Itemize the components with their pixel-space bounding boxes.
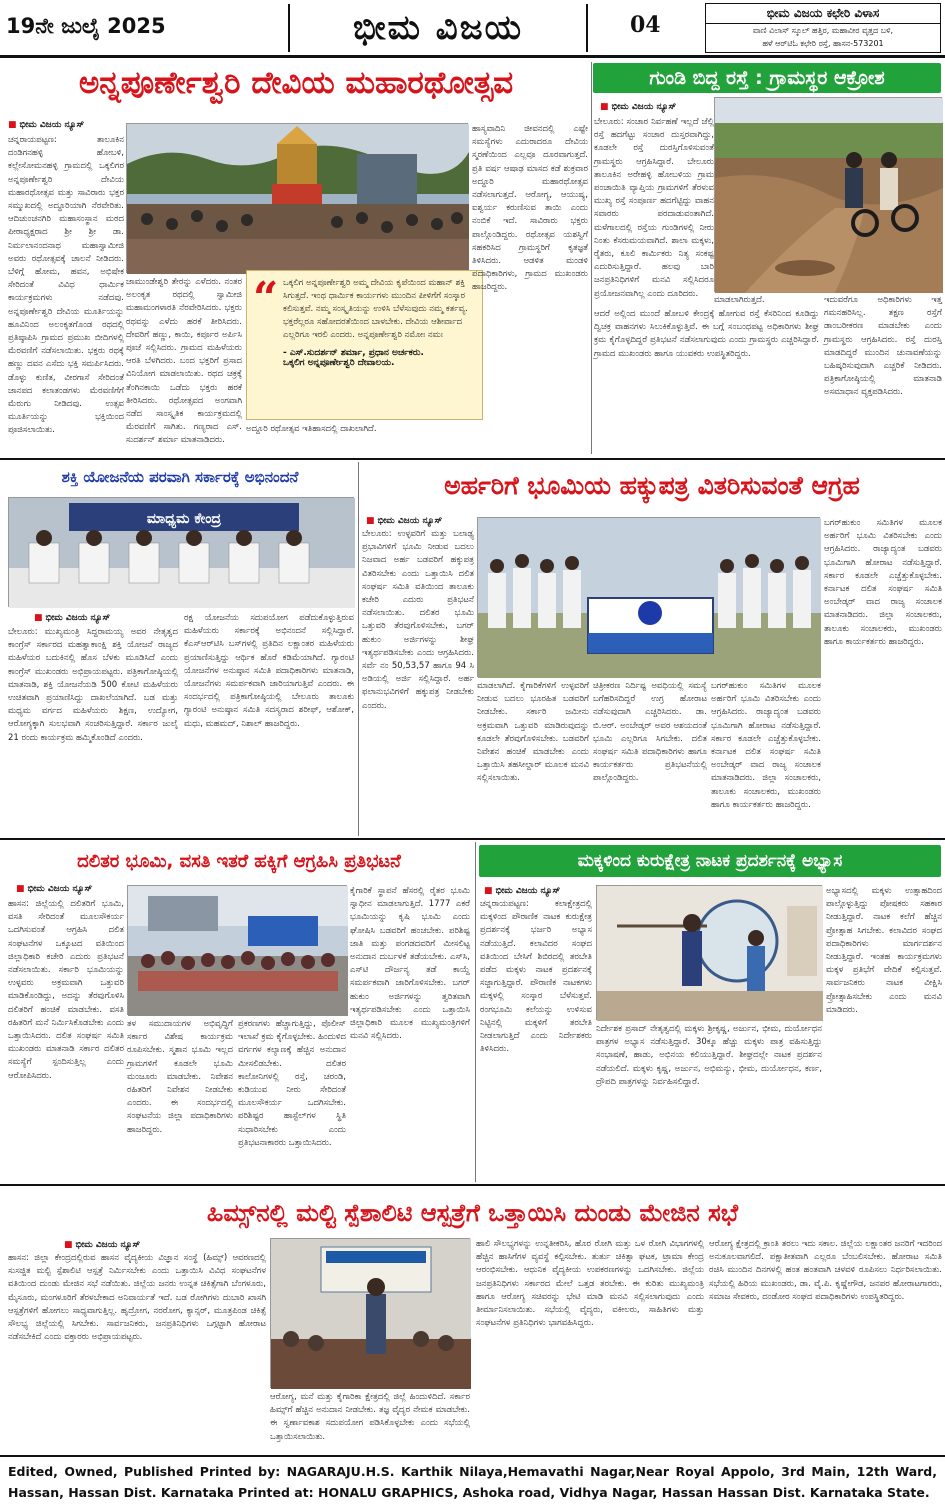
quote-author: - ಎಸ್.ಸುದರ್ಶನ್ ಶರ್ಮಾ, ಪ್ರಧಾನ ಅರ್ಚಕರು. <box>283 348 424 358</box>
byline-marker-icon: ■ <box>16 884 25 894</box>
press-meet-photo <box>8 497 354 607</box>
article-body-col: ಹಾಸ್ಯವಾದಿನಿ ಜೀವನದಲ್ಲಿ ಎಷ್ಟೇ ಸಮಸ್ಯೆಗಳು ಎದುರಾದರೂ ದೇವಿಯ ಸ್ಮರಣೆಯಿಂದ ಎಲ್ಲವೂ ದೂರವಾಗುತ್ತದೆ. ಪ್ರತಿ ವರ್ಷ ಆಷಾಢ ಮಾಸದ ಕಡೆ ಶುಕ್ರವಾರ ಅದ್ಧೂರಿ ಮಹಾರಥೋತ್ಸವ ನಡೆಸಲಾಗುತ್ತದೆ. ಆರೋಗ್ಯ, ಆಯುಷ್ಯ, ಐಶ್ವರ್ಯ ಕರುಣಿಸುವ ತಾಯಿ ಎಂದು ನಂಬಿಕೆ ಇದೆ. ಸಾವಿರಾರು ಭಕ್ತರು ಪಾಲ್ಗೊಂಡಿದ್ದರು. ರಥೋತ್ಸವ ಯಶಸ್ವಿಗೆ ಸಹಕರಿಸಿದ ಗ್ರಾಮಸ್ಥರಿಗೆ ಕೃತಜ್ಞತೆ ತಿಳಿಸಿದರು. ಆಡಳಿತ ಮಂಡಳಿ ಪದಾಧಿಕಾರಿಗಳು, ಗ್ರಾಮದ ಮುಖಂಡರು ಹಾಜರಿದ್ದರು. <box>472 124 588 293</box>
article-body-col: ಅಭ್ಯಾಸದಲ್ಲಿ ಮಕ್ಕಳು ಉತ್ಸಾಹದಿಂದ ಪಾಲ್ಗೊಳ್ಳುತ್ತಿದ್ದು ಪೋಷಕರು ಸಹಕಾರ ನೀಡುತ್ತಿದ್ದಾರೆ. ನಾಟಕ ಕಲೆಗೆ ಹೆಚ್ಚಿನ ಪ್ರೋತ್ಸಾಹ ಸಿಗಬೇಕು. ಕಲಾವಿದರ ಸಂಘದ ಪದಾಧಿಕಾರಿಗಳು ಮಾರ್ಗದರ್ಶನ ನೀಡುತ್ತಿದ್ದಾರೆ. ಇಂತಹ ಕಾರ್ಯಕ್ರಮಗಳು ಮಕ್ಕಳ ಪ್ರತಿಭೆಗೆ ವೇದಿಕೆ ಕಲ್ಪಿಸುತ್ತವೆ. ಸಾರ್ವಜನಿಕರು ನಾಟಕ ವೀಕ್ಷಿಸಿ ಪ್ರೋತ್ಸಾಹಿಸಬೇಕು ಎಂದು ಮನವಿ ಮಾಡಿದರು. <box>826 886 942 1015</box>
headline-hims: ಹಿಮ್ಸ್‌ನಲ್ಲಿ ಮಲ್ಟಿ ಸ್ಪೆಶಾಲಿಟಿ ಆಸ್ಪತ್ರೆಗೆ ಒತ್ತಾಯಿಸಿ ದುಂಡು ಮೇಜಿನ ಸಭೆ <box>206 1199 739 1227</box>
round-table-meeting-photo <box>270 1238 470 1388</box>
headline-hakkupatra: ಅರ್ಹರಿಗೆ ಭೂಮಿಯ ಹಕ್ಕುಪತ್ರ ವಿತರಿಸುವಂತೆ ಆಗ್ರಹ <box>444 471 860 500</box>
article-body-col: ಅದ್ದೂರಿ ರಥೋತ್ಸವ ಇತಿಹಾಸದಲ್ಲಿ ದಾಖಲಾಗಿದೆ. <box>246 424 377 434</box>
article-body-col: ಚನ್ನರಾಯಪಟ್ಟಣ: ಕಲಾಕ್ಷೇತ್ರದಲ್ಲಿ ಮಕ್ಕಳಿಂದ ಪೌರಾಣಿಕ ನಾಟಕ ಕುರುಕ್ಷೇತ್ರ ಪ್ರದರ್ಶನಕ್ಕೆ ಭರ್ಜರಿ ಅಭ್ಯಾಸ ನಡೆಯುತ್ತಿದೆ. ಕಲಾವಿದರ ಸಂಘದ ವತಿಯಿಂದ ಬೇಸಿಗೆ ಶಿಬಿರದಲ್ಲಿ ತರಬೇತಿ ಪಡೆದ ಮಕ್ಕಳು ನಾಟಕ ಪ್ರದರ್ಶನಕ್ಕೆ ಸಜ್ಜಾಗುತ್ತಿದ್ದಾರೆ. ಪೌರಾಣಿಕ ನಾಟಕಗಳು ಮಕ್ಕಳಲ್ಲಿ ಸಂಸ್ಕಾರ ಬೆಳೆಸುತ್ತವೆ. ರಂಗಭೂಮಿ ಕಲೆಯನ್ನು ಉಳಿಸುವ ನಿಟ್ಟಿನಲ್ಲಿ ಮಕ್ಕಳಿಗೆ ತರಬೇತಿ ನೀಡಲಾಗುತ್ತಿದೆ ಎಂದು ನಿರ್ದೇಶಕರು ತಿಳಿಸಿದರು. <box>480 899 592 1055</box>
byline-marker-icon: ■ <box>600 102 609 112</box>
byline-marker-icon: ■ <box>366 516 375 526</box>
issue-date: 19ನೇ ಜುಲೈ 2025 <box>6 14 166 38</box>
article-body-col: ಬೇಲೂರು: ಮುಖ್ಯಮಂತ್ರಿ ಸಿದ್ದರಾಮಯ್ಯ ಅವರ ನೇತೃತ್ವದ ಕಾಂಗ್ರೆಸ್ ಸರ್ಕಾರದ ಮಹತ್ವಾಕಾಂಕ್ಷಿ ಶಕ್ತಿ ಯೋಜನೆ ರಾಜ್ಯದ ಮಹಿಳೆಯರ ಬದುಕಿನಲ್ಲಿ ಹೊಸ ಬೆಳಕು ಮೂಡಿಸಿದೆ ಎಂದು ಕಾಂಗ್ರೆಸ್ ಮುಖಂಡರು ಅಭಿಪ್ರಾಯಪಟ್ಟರು. ಪತ್ರಿಕಾಗೋಷ್ಠಿಯಲ್ಲಿ ಮಾತನಾಡಿ, ಶಕ್ತಿ ಯೋಜನೆಯಡಿ 500 ಕೋಟಿ ಮಹಿಳೆಯರು ಉಚಿತವಾಗಿ ಪ್ರಯಾಣಿಸಿದ್ದು ದಾಖಲೆಯಾಗಿದೆ. ಬಡ ಮತ್ತು ಮಧ್ಯಮ ವರ್ಗದ ಮಹಿಳೆಯರು ಶಿಕ್ಷಣ, ಉದ್ಯೋಗ, ಆರೋಗ್ಯಕ್ಕಾಗಿ ಸುಲಭವಾಗಿ ಸಂಚರಿಸುತ್ತಿದ್ದಾರೆ. ಸರ್ಕಾರ ಜುಲೈ 21 ರಂದು ಕಾರ್ಯಕ್ರಮ ಹಮ್ಮಿಕೊಂಡಿದೆ ಎಂದರು. <box>8 627 178 743</box>
byline: ■ ಭೀಮ ವಿಜಯ ನ್ಯೂಸ್ <box>16 884 93 894</box>
headline-gundi: ಗುಂಡಿ ಬಿದ್ದ ರಸ್ತೆ : ಗ್ರಾಮಸ್ಥರ ಆಕ್ರೋಶ <box>593 63 941 93</box>
article-body-col: ಹಾಲಿ ಸೌಲಭ್ಯಗಳನ್ನು ಉನ್ನತೀಕರಿಸಿ, ಹೊರ ರೋಗಿ ಮತ್ತು ಒಳ ರೋಗಿ ವಿಭಾಗಗಳಲ್ಲಿ ಹೆಚ್ಚಿನ ಹಾಸಿಗೆಗಳ ವ್ಯವಸ್ಥೆ ಕಲ್ಪಿಸಬೇಕು. ತುರ್ತು ಚಿಕಿತ್ಸಾ ಘಟಕ, ಟ್ರಾಮಾ ಕೇಂದ್ರ ಆರಂಭಿಸಬೇಕು. ಆಧುನಿಕ ವೈದ್ಯಕೀಯ ಉಪಕರಣಗಳನ್ನು ಒದಗಿಸಬೇಕು. ಜಿಲ್ಲೆಯ ಜನಪ್ರತಿನಿಧಿಗಳು ಸರ್ಕಾರದ ಮೇಲೆ ಒತ್ತಡ ತರಬೇಕು. ಈ ಕುರಿತು ಮುಖ್ಯಮಂತ್ರಿ ಹಾಗೂ ಆರೋಗ್ಯ ಸಚಿವರನ್ನು ಭೇಟಿ ಮಾಡಿ ಮನವಿ ಸಲ್ಲಿಸಲಾಗುವುದು ಎಂದು ತೀರ್ಮಾನಿಸಲಾಯಿತು. ಸಭೆಯಲ್ಲಿ ವೈದ್ಯರು, ವಕೀಲರು, ಸಾಹಿತಿಗಳು ಮತ್ತು ಸಂಘಟನೆಗಳ ಪ್ರತಿನಿಧಿಗಳು ಭಾಗವಹಿಸಿದ್ದರು. <box>476 1239 704 1329</box>
article-body-col: ಬೇಲೂರು: ಸಂಚಾರ ನಿರ್ವಹಣೆ ಇಲ್ಲದೆ ಜೆಲ್ಲಿ ರಸ್ತೆ ಹದಗೆಟ್ಟು ಸಂಚಾರ ದುಸ್ತರವಾಗಿದ್ದು, ಕೂಡಲೇ ರಸ್ತೆ ದುರಸ್ತಿಗೊಳಿಸುವಂತೆ ಗ್ರಾಮಸ್ಥರು ಆಗ್ರಹಿಸಿದ್ದಾರೆ. ಬೇಲೂರು ತಾಲೂಕಿನ ಅರೇಹಳ್ಳಿ ಹೋಬಳಿಯ ಗ್ರಾಮ ಪಂಚಾಯಿತಿ ವ್ಯಾಪ್ತಿಯ ಗ್ರಾಮಗಳಿಗೆ ತೆರಳುವ ಮುಖ್ಯ ರಸ್ತೆ ಸಂಪೂರ್ಣ ಹದಗೆಟ್ಟಿದ್ದು ವಾಹನ ಸವಾರರು ಪರದಾಡುವಂತಾಗಿದೆ. ಮಳೆಗಾಲದಲ್ಲಿ ರಸ್ತೆಯ ಗುಂಡಿಗಳಲ್ಲಿ ನೀರು ನಿಂತು ಕೆಸರುಮಯವಾಗಿದೆ. ಶಾಲಾ ಮಕ್ಕಳು, ರೈತರು, ಕೂಲಿ ಕಾರ್ಮಿಕರು ನಿತ್ಯ ಸಂಕಷ್ಟ ಎದುರಿಸುತ್ತಿದ್ದಾರೆ. ಹಲವು ಬಾರಿ ಜನಪ್ರತಿನಿಧಿಗಳಿಗೆ ಮನವಿ ಸಲ್ಲಿಸಿದರೂ ಪ್ರಯೋಜನವಾಗಿಲ್ಲ ಎಂದು ದೂರಿದರು. <box>594 117 714 299</box>
headline-dalitara: ದಲಿತರ ಭೂಮಿ, ವಸತಿ ಇತರೆ ಹಕ್ಕಿಗೆ ಆಗ್ರಹಿಸಿ ಪ್ರತಿಭಟನೆ <box>77 850 401 872</box>
article-body-col: ತಳ ಸಮುದಾಯಗಳ ಅಭಿವೃದ್ಧಿಗೆ ಸರ್ಕಾರ ವಿಶೇಷ ಕಾರ್ಯಕ್ರಮ ರೂಪಿಸಬೇಕು. ಸ್ಮಶಾನ ಭೂಮಿ ಇಲ್ಲದ ಗ್ರಾಮಗಳಿಗೆ ಕೂಡಲೇ ಭೂಮಿ ಮಂಜೂರು ಮಾಡಬೇಕು. ನಿವೇಶನ ರಹಿತರಿಗೆ ನಿವೇಶನ ನೀಡಬೇಕು ಎಂದರು. ಈ ಸಂದರ್ಭದಲ್ಲಿ ಸಂಘಟನೆಯ ಜಿಲ್ಲಾ ಪದಾಧಿಕಾರಿಗಳು ಹಾಜರಿದ್ದರು. <box>127 1019 233 1135</box>
byline: ■ ಭೀಮ ವಿಜಯ ನ್ಯೂಸ್ <box>34 613 111 623</box>
byline-marker-icon: ■ <box>64 1240 73 1250</box>
byline-marker-icon: ■ <box>8 120 17 130</box>
chariot-festival-photo <box>126 123 468 273</box>
muddy-road-photo <box>714 97 942 292</box>
page-number: 04 <box>630 12 661 38</box>
article-body-col: ಮಾಡಲಾಗಿರುತ್ತದೆ. <box>714 295 765 305</box>
office-title: ಭೀಮ ವಿಜಯ ಕಛೇರಿ ವಿಳಾಸ <box>706 4 940 24</box>
banner-text: ಮಾಧ್ಯಮ ಕೇಂದ್ರ <box>146 511 222 527</box>
byline: ■ ಭೀಮ ವಿಜಯ ನ್ಯೂಸ್ <box>366 516 443 526</box>
article-body-col: ಚನ್ನರಾಯಪಟ್ಟಣ: ತಾಲೂಕಿನ ದಂಡಿಗನಹಳ್ಳಿ ಹೋಬಳಿ, ಕಲ್ಲೇಸೋಮನಹಳ್ಳಿ ಗ್ರಾಮದಲ್ಲಿ ಒಕ್ಕಲಿಗರ ಅನ್ನಪೂರ್ಣೇಶ್ವರಿ ದೇವಿಯ ಮಹಾರಥೋತ್ಸವ ಮತ್ತು ಸಾವಿರಾರು ಭಕ್ತರ ಸಮ್ಮುಖದಲ್ಲಿ ಅದ್ಧೂರಿಯಾಗಿ ನೆರವೇರಿತು. ಆದಿಚುಂಚನಗಿರಿ ಮಹಾಸಂಸ್ಥಾನ ಮಠದ ಪೀಠಾಧ್ಯಕ್ಷರಾದ ಶ್ರೀ ಶ್ರೀ ಡಾ. ನಿರ್ಮಲಾನಂದನಾಥ ಮಹಾಸ್ವಾಮೀಜಿ ಅವರು ರಥೋತ್ಸವಕ್ಕೆ ಚಾಲನೆ ನೀಡಿದರು. ಬೆಳಿಗ್ಗೆ ಹೋಮ, ಹವನ, ಅಭಿಷೇಕ ಸೇರಿದಂತೆ ವಿವಿಧ ಧಾರ್ಮಿಕ ಕಾರ್ಯಕ್ರಮಗಳು ನಡೆದವು. ಅನ್ನಪೂರ್ಣೇಶ್ವರಿ ದೇವಿಯ ಮೂರ್ತಿಯನ್ನು ಹೂವಿನಿಂದ ಅಲಂಕೃತಗೊಂಡ ರಥದಲ್ಲಿ ಪ್ರತಿಷ್ಠಾಪಿಸಿ ಗ್ರಾಮದ ಪ್ರಮುಖ ಬೀದಿಗಳಲ್ಲಿ ಮೆರವಣಿಗೆ ನಡೆಸಲಾಯಿತು. ಭಕ್ತರು ರಥಕ್ಕೆ ಹಣ್ಣು ದವನ ಎಸೆದು ಭಕ್ತಿ ಸಮರ್ಪಿಸಿದರು. ಡೊಳ್ಳು ಕುಣಿತ, ವೀರಗಾಸೆ ಸೇರಿದಂತೆ ಜಾನಪದ ಕಲಾತಂಡಗಳು ಮೆರವಣಿಗೆಗೆ ಮೆರುಗು ನೀಡಿದವು. ಉತ್ಸವ ಮೂರ್ತಿಯನ್ನು ಭಕ್ತಿಯಿಂದ ಪೂಜಿಸಲಾಯಿತು. <box>8 135 124 436</box>
protest-group-photo <box>477 517 820 677</box>
office-address-line-1: ವಾಣಿ ವಿಲಾಸ್ ಸ್ಕೂಲ್ ಹತ್ತಿರ, ಮಹಾವೀರ ವೃತ್ತದ ಬಳಿ, <box>752 26 894 35</box>
article-body-col: ಚಿತ್ರೀಕರಣ ನಿರ್ದಿಷ್ಟ ಅವಧಿಯಲ್ಲಿ ಸಮಸ್ಯೆ ಬಗೆಹರಿಸದಿದ್ದರೆ ಉಗ್ರ ಹೋರಾಟ ನಡೆಸುವುದಾಗಿ ಎಚ್ಚರಿಸಿದರು. ಡಾ. ಬಿ.ಆರ್. ಅಂಬೇಡ್ಕರ್ ಅವರ ಆಶಯದಂತೆ ಭೂಮಿ ಎಲ್ಲರಿಗೂ ಸಿಗಬೇಕು. ದಲಿತ ಸಂಘರ್ಷ ಸಮಿತಿ ಪದಾಧಿಕಾರಿಗಳು ಹಾಗೂ ಕಾರ್ಯಕರ್ತರು ಪ್ರತಿಭಟನೆಯಲ್ಲಿ ಪಾಲ್ಗೊಂಡಿದ್ದರು. <box>593 681 707 784</box>
article-body-col: ಆರೋಗ್ಯ, ಮನೆ ಮತ್ತು ಕೈಗಾರಿಕಾ ಕ್ಷೇತ್ರದಲ್ಲಿ ಜಿಲ್ಲೆ ಹಿಂದುಳಿದಿದೆ. ಸರ್ಕಾರ ಹಿಮ್ಸ್‌ಗೆ ಹೆಚ್ಚಿನ ಅನುದಾನ ನೀಡಬೇಕು. ತಜ್ಞ ವೈದ್ಯರ ನೇಮಕ ಮಾಡಬೇಕು. ಈ ಸ್ವರ್ಣಾವಕಾಶ ಸದುಪಯೋಗ ಪಡಿಸಿಕೊಳ್ಳಬೇಕು ಎಂದು ಸಭೆಯಲ್ಲಿ ಒತ್ತಾಯಿಸಲಾಯಿತು. <box>270 1392 470 1442</box>
quote-mark-icon: “ <box>253 273 279 324</box>
byline-marker-icon: ■ <box>484 886 493 896</box>
office-address-line-2: ಹಳೆ ಆರ್‌ಟಿಓ ಕಛೇರಿ ರಸ್ತೆ, ಹಾಸನ-573201 <box>762 39 884 48</box>
newspaper-logo: ಭೀಮ ವಿಜಯ <box>288 4 588 52</box>
headline-shakti: ಶಕ್ತಿ ಯೋಜನೆಯ ಪರವಾಗಿ ಸರ್ಕಾರಕ್ಕೆ ಅಭಿನಂದನೆ <box>61 468 299 486</box>
dalit-protest-photo <box>127 885 347 1015</box>
article-body-col: ಜಾಮುಂಡೇಶ್ವರಿ ತೇರನ್ನು ಎಳೆದರು. ನಂತರ ಅಲಂಕೃತ ರಥದಲ್ಲಿ ಸ್ವಾಮೀಜಿ ಮಹಾಮಂಗಳಾರತಿ ನೆರವೇರಿಸಿದರು. ಭಕ್ತರು ರಥವನ್ನು ಎಳೆದು ಹರಕೆ ತೀರಿಸಿದರು. ದೇವರಿಗೆ ಹಣ್ಣು, ಕಾಯಿ, ಕರ್ಪೂರ ಅರ್ಪಿಸಿ ಪೂಜೆ ಸಲ್ಲಿಸಿದರು. ಗ್ರಾಮದ ಮಹಿಳೆಯರು ಆರತಿ ಬೆಳಗಿದರು. ಬಂದ ಭಕ್ತರಿಗೆ ಪ್ರಸಾದ ವಿನಿಯೋಗ ಮಾಡಲಾಯಿತು. ರಥದ ಚಕ್ರಕ್ಕೆ ತೆಂಗಿನಕಾಯಿ ಒಡೆದು ಭಕ್ತರು ಹರಕೆ ತೀರಿಸಿದರು. ರಥೋತ್ಸವದ ಅಂಗವಾಗಿ ನಡೆದ ಸಾಂಸ್ಕೃತಿಕ ಕಾರ್ಯಕ್ರಮದಲ್ಲಿ ಮೆರವಣಿಗೆ ಸಾಗಿತು. ಗಣ್ಯರಾದ ಎಸ್. ಸುದರ್ಶನ್ ಶರ್ಮಾ ಮಾತನಾಡಿದರು. <box>126 277 242 446</box>
drama-rehearsal-photo <box>596 885 822 1020</box>
article-body-col: ಮಾಡಲಾಗಿದೆ. ಕೈಗಾರಿಕೆಗಳಿಗೆ ಉಳ್ಳವರಿಗೆ ನೀಡುವ ಬದಲು ಭೂರಹಿತ ಬಡವರಿಗೆ ನೀಡಬೇಕು. ಸರ್ಕಾರಿ ಜಮೀನು ಅಕ್ರಮವಾಗಿ ಒತ್ತುವರಿ ಮಾಡಿರುವುದನ್ನು ಕೂಡಲೇ ತೆರವುಗೊಳಿಸಬೇಕು. ಬಡವರಿಗೆ ನಿವೇಶನ ಹಂಚಿಕೆ ಮಾಡಬೇಕು ಎಂದು ಒತ್ತಾಯಿಸಿ ತಹಸೀಲ್ದಾರ್ ಮೂಲಕ ಮನವಿ ಸಲ್ಲಿಸಲಾಯಿತು. <box>477 681 589 784</box>
byline-marker-icon: ■ <box>34 613 43 623</box>
article-body-col: ಹಾಸನ: ಜಿಲ್ಲೆಯಲ್ಲಿ ದಲಿತರಿಗೆ ಭೂಮಿ, ವಸತಿ ಸೇರಿದಂತೆ ಮೂಲಸೌಕರ್ಯ ಒದಗಿಸುವಂತೆ ಆಗ್ರಹಿಸಿ ದಲಿತ ಸಂಘಟನೆಗಳ ಒಕ್ಕೂಟದ ವತಿಯಿಂದ ಜಿಲ್ಲಾಧಿಕಾರಿ ಕಚೇರಿ ಎದುರು ಪ್ರತಿಭಟನೆ ನಡೆಸಲಾಯಿತು. ಸರ್ಕಾರಿ ಭೂಮಿಯನ್ನು ಉಳ್ಳವರು ಅಕ್ರಮವಾಗಿ ಒತ್ತುವರಿ ಮಾಡಿಕೊಂಡಿದ್ದು, ಅದನ್ನು ತೆರವುಗೊಳಿಸಿ ದಲಿತರಿಗೆ ಹಂಚಿಕೆ ಮಾಡಬೇಕು. ವಸತಿ ರಹಿತರಿಗೆ ಮನೆ ನಿರ್ಮಿಸಿಕೊಡಬೇಕು ಎಂದು ಒತ್ತಾಯಿಸಿದರು. ದಲಿತ ಸಂಘರ್ಷ ಸಮಿತಿ ಮುಖಂಡರು ಮಾತನಾಡಿ ಸರ್ಕಾರ ದಲಿತರ ಸಮಸ್ಯೆಗೆ ಸ್ಪಂದಿಸುತ್ತಿಲ್ಲ ಎಂದು ಆರೋಪಿಸಿದರು. <box>8 899 124 1081</box>
quote-temple: ಒಕ್ಕಲಿಗ ಅನ್ನಪೂರ್ಣೇಶ್ವರಿ ದೇವಾಲಯ. <box>283 358 395 368</box>
article-body-col: ಆರೋಗ್ಯ ಕ್ಷೇತ್ರದಲ್ಲಿ ಕ್ರಾಂತಿ ತರಲು ಇದು ಸಕಾಲ. ಜಿಲ್ಲೆಯ ಲಕ್ಷಾಂತರ ಜನರಿಗೆ ಇದರಿಂದ ಅನುಕೂಲವಾಗಲಿದೆ. ಪಕ್ಷಾತೀತವಾಗಿ ಎಲ್ಲರೂ ಬೆಂಬಲಿಸಬೇಕು. ಹೋರಾಟ ಸಮಿತಿ ರಚಿಸಿ ಮುಂದಿನ ದಿನಗಳಲ್ಲಿ ಹಂತ ಹಂತವಾಗಿ ಚಳವಳಿ ರೂಪಿಸಲು ನಿರ್ಧರಿಸಲಾಯಿತು. ಸಭೆಯಲ್ಲಿ ಹಿರಿಯ ಮುಖಂಡರು, ಡಾ. ವೈ.ಪಿ. ಕೃಷ್ಣೇಗೌಡ, ಜನಪರ ಹೋರಾಟಗಾರರು, ಸಮಾಜ ಸೇವಕರು, ದಂಡೋರ ಸಂಘದ ಪದಾಧಿಕಾರಿಗಳು ಉಪಸ್ಥಿತರಿದ್ದರು. <box>709 1239 942 1302</box>
headline-annapoorneshwari: ಅನ್ನಪೂರ್ಣೇಶ್ವರಿ ದೇವಿಯ ಮಹಾರಥೋತ್ಸವ <box>78 64 514 101</box>
quote-box <box>246 270 483 420</box>
byline: ■ ಭೀಮ ವಿಜಯ ನ್ಯೂಸ್ <box>484 886 561 896</box>
imprint-footer: Edited, Owned, Published Printed by: NAGARAJU.H.S. Karthik Nilaya,Hemavathi Nagar,Near Royal Appolo, 3rd Main, 12th Ward, Hassan, Hassan Dist. Karnataka Printed at: HONALU GRAPHICS, Ashoka road, Vidhya Nagar, Hassan Hassan Dist. Karnataka State. <box>0 1455 945 1506</box>
article-body-col: ಬಗರ್‌ಹುಕುಂ ಸಮಿತಿಗಳ ಮೂಲಕ ಅರ್ಹರಿಗೆ ಭೂಮಿ ವಿತರಿಸಬೇಕು ಎಂದು ಆಗ್ರಹಿಸಿದರು. ರಾಜ್ಯಾದ್ಯಂತ ಬಡವರು ಭೂಮಿಗಾಗಿ ಹೋರಾಟ ನಡೆಸುತ್ತಿದ್ದಾರೆ. ಸರ್ಕಾರ ಕೂಡಲೇ ಎಚ್ಚೆತ್ತುಕೊಳ್ಳಬೇಕು. ಕರ್ನಾಟಕ ದಲಿತ ಸಂಘರ್ಷ ಸಮಿತಿ ಅಂಬೇಡ್ಕರ್ ವಾದ ರಾಜ್ಯ ಸಂಚಾಲಕ ಮಾತನಾಡಿದರು. ಜಿಲ್ಲಾ ಸಂಚಾಲಕರು, ತಾಲೂಕು ಸಂಚಾಲಕರು, ಮುಖಂಡರು ಹಾಗೂ ಕಾರ್ಯಕರ್ತರು ಹಾಜರಿದ್ದರು. <box>711 681 821 810</box>
headline-kurukshetra: ಮಕ್ಕಳಿಂದ ಕುರುಕ್ಷೇತ್ರ ನಾಟಕ ಪ್ರದರ್ಶನಕ್ಕೆ ಅಭ್ಯಾಸ <box>479 845 941 877</box>
article-body-col: ರಕ್ಷ ಯೋಜನೆಯ ಸದುಪಯೋಗ ಪಡೆದುಕೊಳ್ಳುತ್ತಿರುವ ಮಹಿಳೆಯರು ಸರ್ಕಾರಕ್ಕೆ ಅಭಿನಂದನೆ ಸಲ್ಲಿಸಿದ್ದಾರೆ. ಕೆಎಸ್‌ಆರ್‌ಟಿಸಿ ಬಸ್‌ಗಳಲ್ಲಿ ಪ್ರತಿದಿನ ಲಕ್ಷಾಂತರ ಮಹಿಳೆಯರು ಪ್ರಯಾಣಿಸುತ್ತಿದ್ದು ಆರ್ಥಿಕ ಹೊರೆ ಕಡಿಮೆಯಾಗಿದೆ. ಗ್ಯಾರಂಟಿ ಯೋಜನೆಗಳ ಅನುಷ್ಠಾನ ಸಮಿತಿ ಪದಾಧಿಕಾರಿಗಳು ಮಾತನಾಡಿ, ಯೋಜನೆಗಳು ಸಮರ್ಪಕವಾಗಿ ಜಾರಿಯಾಗುತ್ತಿವೆ ಎಂದರು. ಈ ಸಂದರ್ಭದಲ್ಲಿ ಪತ್ರಿಕಾಗೋಷ್ಠಿಯಲ್ಲಿ ಬೇಲೂರು ತಾಲೂಕು ಗ್ಯಾರಂಟಿ ಅನುಷ್ಠಾನ ಸಮಿತಿ ಸದಸ್ಯರಾದ ಶರೀಫ್, ಆಶೋಕ್, ಮಧು, ಮಹಮದ್, ನಿಶಾಲ್ ಹಾಜರಿದ್ದರು. <box>184 613 354 729</box>
article-body-col: ಕೈಗಾರಿಕೆ ಸ್ಥಾಪನೆ ಹೆಸರಲ್ಲಿ ರೈತರ ಭೂಮಿ ಸ್ವಾಧೀನ ಮಾಡಲಾಗುತ್ತಿದೆ. 1777 ಎಕರೆ ಭೂಮಿಯನ್ನು ಕೃಷಿ ಭೂಮಿ ಎಂದು ಘೋಷಿಸಿ ಬಡವರಿಗೆ ಹಂಚಬೇಕು. ಪರಿಶಿಷ್ಟ ಜಾತಿ ಮತ್ತು ಪಂಗಡದವರಿಗೆ ಮೀಸಲಿಟ್ಟ ಅನುದಾನ ದುರ್ಬಳಕೆ ತಡೆಯಬೇಕು. ಎಸ್‌ಸಿ, ಎಸ್‌ಟಿ ದೌರ್ಜನ್ಯ ತಡೆ ಕಾಯ್ದೆ ಸಮರ್ಪಕವಾಗಿ ಜಾರಿಗೊಳಿಸಬೇಕು. ಬಗರ್ ಹುಕುಂ ಅರ್ಜಿಗಳನ್ನು ತ್ವರಿತವಾಗಿ ಇತ್ಯರ್ಥಪಡಿಸಬೇಕು ಎಂದು ಒತ್ತಾಯಿಸಿ ಜಿಲ್ಲಾಧಿಕಾರಿ ಮೂಲಕ ಮುಖ್ಯಮಂತ್ರಿಗಳಿಗೆ ಮನವಿ ಸಲ್ಲಿಸಿದರು. <box>350 886 470 1042</box>
masthead <box>0 0 945 58</box>
office-address-box <box>705 3 941 53</box>
byline: ■ ಭೀಮ ವಿಜಯ ನ್ಯೂಸ್ <box>600 102 677 112</box>
article-body-col: ಇದುವರೆಗೂ ಅಧಿಕಾರಿಗಳು ಇತ್ತ ಗಮನಹರಿಸಿಲ್ಲ. ತಕ್ಷಣ ರಸ್ತೆಗೆ ಡಾಂಬರೀಕರಣ ಮಾಡಬೇಕು ಎಂದು ಗ್ರಾಮಸ್ಥರು ಆಗ್ರಹಿಸಿದರು. ರಸ್ತೆ ದುರಸ್ತಿ ಮಾಡದಿದ್ದರೆ ಮುಂದಿನ ಚುನಾವಣೆಯನ್ನು ಬಹಿಷ್ಕರಿಸುವುದಾಗಿ ಎಚ್ಚರಿಕೆ ನೀಡಿದರು. ಪತ್ರಿಕಾಗೋಷ್ಠಿಯಲ್ಲಿ ಮಾತನಾಡಿ ಅಸಮಾಧಾನ ವ್ಯಕ್ತಪಡಿಸಿದರು. <box>824 295 942 398</box>
article-body-col: ಆದರೆ ಅಲ್ಲಿಂದ ಮುಂದೆ ಹೋಬಳಿ ಕೇಂದ್ರಕ್ಕೆ ಹೋಗುವ ರಸ್ತೆ ಕೆಸರಿನಿಂದ ಕೂಡಿದ್ದು ದ್ವಿಚಕ್ರ ವಾಹನಗಳು ಸಿಲುಕಿಕೊಳ್ಳುತ್ತಿವೆ. ಈ ಬಗ್ಗೆ ಸಂಬಂಧಪಟ್ಟ ಅಧಿಕಾರಿಗಳು ಶೀಘ್ರ ಕ್ರಮ ಕೈಗೊಳ್ಳದಿದ್ದರೆ ಪ್ರತಿಭಟನೆ ನಡೆಸಲಾಗುವುದು ಎಂದು ಗ್ರಾಮಸ್ಥರು ಎಚ್ಚರಿಸಿದ್ದಾರೆ. ಗ್ರಾಮದ ಮುಖಂಡರು ಹಾಗೂ ಯುವಕರು ಉಪಸ್ಥಿತರಿದ್ದರು. <box>594 309 819 359</box>
article-body-col: ಬೇಲೂರು: ಉಳ್ಳವರಿಗೆ ಮತ್ತು ಬಲಾಢ್ಯ ಪ್ರಭಾವಿಗಳಿಗೆ ಭೂಮಿ ನೀಡುವ ಬದಲು ನಿಜವಾದ ಅರ್ಹ ಬಡವರಿಗೆ ಹಕ್ಕುಪತ್ರ ವಿತರಿಸಬೇಕು ಎಂದು ಒತ್ತಾಯಿಸಿ ದಲಿತ ಸಂಘರ್ಷ ಸಮಿತಿ ವತಿಯಿಂದ ತಾಲೂಕು ಕಚೇರಿ ಎದುರು ಪ್ರತಿಭಟನೆ ನಡೆಸಲಾಯಿತು. ದಲಿತರ ಭೂಮಿ ಒತ್ತುವರಿ ತೆರವುಗೊಳಿಸಬೇಕು, ಬಗರ್ ಹುಕುಂ ಅರ್ಜಿಗಳನ್ನು ಶೀಘ್ರ ಇತ್ಯರ್ಥಪಡಿಸಬೇಕು ಎಂದು ಆಗ್ರಹಿಸಿದರು. ಸರ್ವೆ ನಂ 50,53,57 ಹಾಗೂ 94 ಸಿ ಅಡಿಯಲ್ಲಿ ಅರ್ಜಿ ಸಲ್ಲಿಸಿದ್ದಾರೆ. ಅರ್ಹ ಫಲಾನುಭವಿಗಳಿಗೆ ಹಕ್ಕುಪತ್ರ ನೀಡಬೇಕು ಎಂದರು. <box>362 529 474 711</box>
quote-text: ಒಕ್ಕಲಿಗ ಅನ್ನಪೂರ್ಣೇಶ್ವರಿ ಅಮ್ಮ ದೇವಿಯ ಕೃಪೆಯಿಂದ ಮಹಾನ್ ಶಕ್ತಿ ಸಿಗುತ್ತದೆ. ಇಂಥ ಧಾರ್ಮಿಕ ಕಾರ್ಯಗಳು ಮುಂದಿನ ಪೀಳಿಗೆಗೆ ಸಂಸ್ಕಾರ ಕಲಿಸುತ್ತವೆ. ನಮ್ಮ ಸಂಸ್ಕೃತಿಯನ್ನು ಉಳಿಸಿ ಬೆಳೆಸುವುದು ನಮ್ಮ ಕರ್ತವ್ಯ. ಭಕ್ತರೆಲ್ಲರೂ ಸಹೋದರತೆಯಿಂದ ಬಾಳಬೇಕು. ದೇವಿಯ ಆಶೀರ್ವಾದ ಎಲ್ಲರಿಗೂ ಇರಲಿ ಎಂದರು. ಅನ್ನಪೂರ್ಣೇಶ್ವರಿ ನಮೋಃ ನಮಃ <box>283 278 468 340</box>
article-body-col: ಬಗರ್‌ಹುಕುಂ ಸಮಿತಿಗಳ ಮೂಲಕ ಅರ್ಹರಿಗೆ ಭೂಮಿ ವಿತರಿಸಬೇಕು ಎಂದು ಆಗ್ರಹಿಸಿದರು. ರಾಜ್ಯಾದ್ಯಂತ ಬಡವರು ಭೂಮಿಗಾಗಿ ಹೋರಾಟ ನಡೆಸುತ್ತಿದ್ದಾರೆ. ಸರ್ಕಾರ ಕೂಡಲೇ ಎಚ್ಚೆತ್ತುಕೊಳ್ಳಬೇಕು. ಕರ್ನಾಟಕ ದಲಿತ ಸಂಘರ್ಷ ಸಮಿತಿ ಅಂಬೇಡ್ಕರ್ ವಾದ ರಾಜ್ಯ ಸಂಚಾಲಕ ಮಾತನಾಡಿದರು. ಜಿಲ್ಲಾ ಸಂಚಾಲಕರು, ತಾಲೂಕು ಸಂಚಾಲಕರು, ಮುಖಂಡರು ಹಾಗೂ ಕಾರ್ಯಕರ್ತರು ಹಾಜರಿದ್ದರು. <box>824 518 942 647</box>
article-body-col: ಪ್ರಕರಣಗಳು ಹೆಚ್ಚಾಗುತ್ತಿದ್ದು, ಪೊಲೀಸ್ ಇಲಾಖೆ ಕ್ರಮ ಕೈಗೊಳ್ಳಬೇಕು. ಹಿಂದುಳಿದ ವರ್ಗಗಳ ಕಲ್ಯಾಣಕ್ಕೆ ಹೆಚ್ಚಿನ ಅನುದಾನ ಮೀಸಲಿಡಬೇಕು. ದಲಿತರ ಕಾಲೋನಿಗಳಲ್ಲಿ ರಸ್ತೆ, ಚರಂಡಿ, ಕುಡಿಯುವ ನೀರು ಸೇರಿದಂತೆ ಮೂಲಸೌಕರ್ಯ ಒದಗಿಸಬೇಕು. ಪರಿಶಿಷ್ಟರ ಹಾಸ್ಟೆಲ್‌ಗಳ ಸ್ಥಿತಿ ಸುಧಾರಿಸಬೇಕು ಎಂದು ಪ್ರತಿಭಟನಾಕಾರರು ಒತ್ತಾಯಿಸಿದರು. <box>238 1019 346 1148</box>
byline: ■ ಭೀಮ ವಿಜಯ ನ್ಯೂಸ್ <box>64 1240 141 1250</box>
article-body-col: ಹಾಸನ: ಜಿಲ್ಲಾ ಕೇಂದ್ರದಲ್ಲಿರುವ ಹಾಸನ ವೈದ್ಯಕೀಯ ವಿಜ್ಞಾನ ಸಂಸ್ಥೆ (ಹಿಮ್ಸ್) ಆವರಣದಲ್ಲಿ ಸುಸಜ್ಜಿತ ಮಲ್ಟಿ ಸ್ಪೆಶಾಲಿಟಿ ಆಸ್ಪತ್ರೆ ನಿರ್ಮಿಸಬೇಕು ಎಂದು ಒತ್ತಾಯಿಸಿ ವಿವಿಧ ಸಂಘಟನೆಗಳ ವತಿಯಿಂದ ದುಂಡು ಮೇಜಿನ ಸಭೆ ನಡೆಯಿತು. ಜಿಲ್ಲೆಯ ಜನರು ಉನ್ನತ ಚಿಕಿತ್ಸೆಗಾಗಿ ಬೆಂಗಳೂರು, ಮೈಸೂರು, ಮಂಗಳೂರಿಗೆ ತೆರಳಬೇಕಾದ ಅನಿವಾರ್ಯತೆ ಇದೆ. ಬಡ ರೋಗಿಗಳು ದುಬಾರಿ ಖಾಸಗಿ ಆಸ್ಪತ್ರೆಗಳಿಗೆ ಹೋಗಲು ಸಾಧ್ಯವಾಗುತ್ತಿಲ್ಲ. ಹೃದ್ರೋಗ, ನರರೋಗ, ಕ್ಯಾನ್ಸರ್, ಮೂತ್ರಪಿಂಡ ಚಿಕಿತ್ಸೆ ಸೌಲಭ್ಯ ಜಿಲ್ಲೆಯಲ್ಲಿ ಸಿಗಬೇಕು. ಸಾರ್ವಜನಿಕರು, ಜನಪ್ರತಿನಿಧಿಗಳು ಒಗ್ಗಟ್ಟಾಗಿ ಹೋರಾಟ ನಡೆಸಬೇಕಿದೆ ಎಂದು ವಕ್ತಾರರು ಅಭಿಪ್ರಾಯಪಟ್ಟರು. <box>8 1253 266 1343</box>
byline: ■ ಭೀಮ ವಿಜಯ ನ್ಯೂಸ್ <box>8 120 85 130</box>
article-body-col: ನಿರ್ದೇಶಕ ಪ್ರಸಾದ್ ನೇತೃತ್ವದಲ್ಲಿ ಮಕ್ಕಳು ಶ್ರೀಕೃಷ್ಣ, ಅರ್ಜುನ, ಭೀಮ, ದುರ್ಯೋಧನ ಪಾತ್ರಗಳ ಅಭ್ಯಾಸ ನಡೆಸುತ್ತಿದ್ದಾರೆ. 30ಕ್ಕೂ ಹೆಚ್ಚು ಮಕ್ಕಳು ಪಾತ್ರ ವಹಿಸುತ್ತಿದ್ದು ಸಂಭಾಷಣೆ, ಹಾಡು, ಅಭಿನಯ ಕಲಿಯುತ್ತಿದ್ದಾರೆ. ಶೀಘ್ರದಲ್ಲೇ ನಾಟಕ ಪ್ರದರ್ಶನ ನಡೆಯಲಿದೆ. ಮಕ್ಕಳು ಕೃಷ್ಣ, ಅರ್ಜುನ, ಅಭಿಮನ್ಯು, ಭೀಮ, ದುರ್ಯೋಧನ, ಕರ್ಣ, ದ್ರೌಪದಿ ಪಾತ್ರಗಳನ್ನು ನಿರ್ವಹಿಸಲಿದ್ದಾರೆ. <box>596 1024 822 1087</box>
